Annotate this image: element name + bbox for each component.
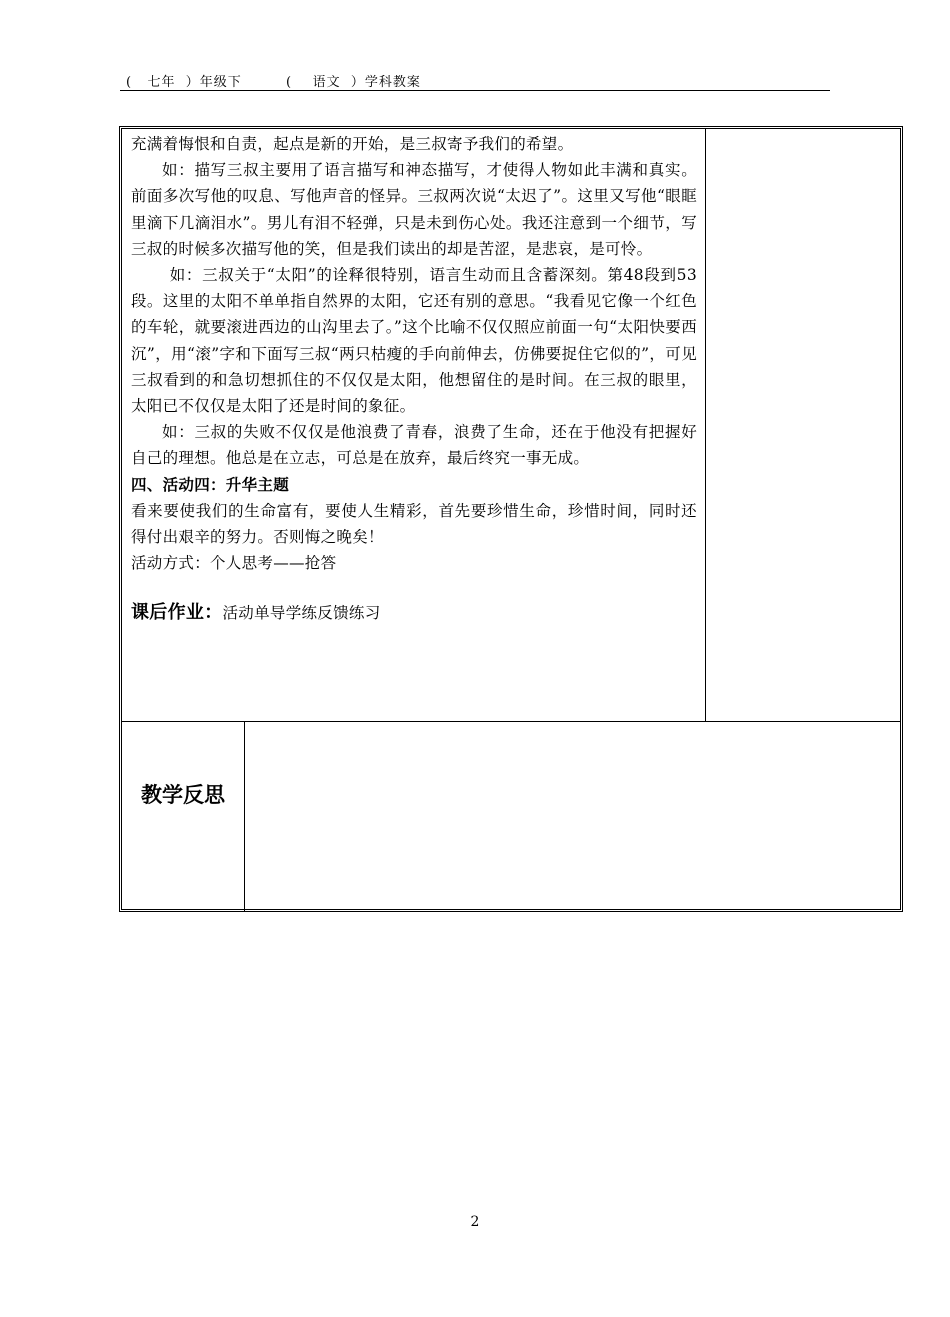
page-header <box>120 68 830 91</box>
lesson-table <box>119 126 903 912</box>
page-number: 2 <box>470 1214 480 1230</box>
paragraph: 充满着悔恨和自责，起点是新的开始，是三叔寄予我们的希望。 <box>131 135 574 153</box>
paragraph: 如：描写三叔主要用了语言描写和神态描写，才使得人物如此丰满和真实。前面多次写他的叹息、写他声音的怪异。三叔两次说“太迟了”。这里又写他“眼眶里滴下几滴泪水”。男儿有泪不轻弹，只是未到伤心处。我还注意到一个细节，写三叔的时候多次描写他的笑，但是我们读出的却是苦涩，是悲哀，是可怜。 <box>131 161 697 258</box>
lesson-content <box>131 131 697 627</box>
column-divider <box>705 129 706 721</box>
homework-text: 活动单导学练反馈练习 <box>222 604 381 623</box>
homework-label: 课后作业： <box>131 602 223 624</box>
reflection-divider <box>244 721 245 911</box>
header-grade: ( 七年 ）年级下 <box>126 75 242 90</box>
header-subject: ( 语文 ）学科教案 <box>286 75 421 90</box>
paragraph: 如：三叔的失败不仅仅是他浪费了青春，浪费了生命，还在于他没有把握好自己的理想。他总是在立志，可总是在放弃，最后终究一事无成。 <box>131 423 697 468</box>
activity-heading: 四、活动四：升华主题 <box>131 475 290 494</box>
paragraph: 如：三叔关于“太阳”的诠释很特别，语言生动而且含蓄深刻。第48段到53段。这里的太阳不单单指自然界的太阳，它还有别的意思。“我看见它像一个红色的车轮，就要滚进西边的山沟里去了。”这个比喻不仅仅照应前面一句“太阳快要西沉”，用“滚”字和下面写三叔“两只枯瘦的手向前伸去，仿佛要捉住它似的”，可见三叔看到的和急切想抓住的不仅仅是太阳，他想留住的是时间。在三叔的眼里，太阳已不仅仅是太阳了还是时间的象征。 <box>131 266 697 416</box>
spacer <box>131 576 697 600</box>
paragraph: 看来要使我们的生命富有，要使人生精彩，首先要珍惜生命，珍惜时间，同时还得付出艰辛的努力。否则悔之晚矣！ <box>131 501 697 547</box>
reflection-label: 教学反思 <box>141 783 225 807</box>
row-divider <box>122 721 900 722</box>
activity-method: 活动方式：个人思考——抢答 <box>131 554 337 573</box>
homework-line <box>131 600 697 626</box>
